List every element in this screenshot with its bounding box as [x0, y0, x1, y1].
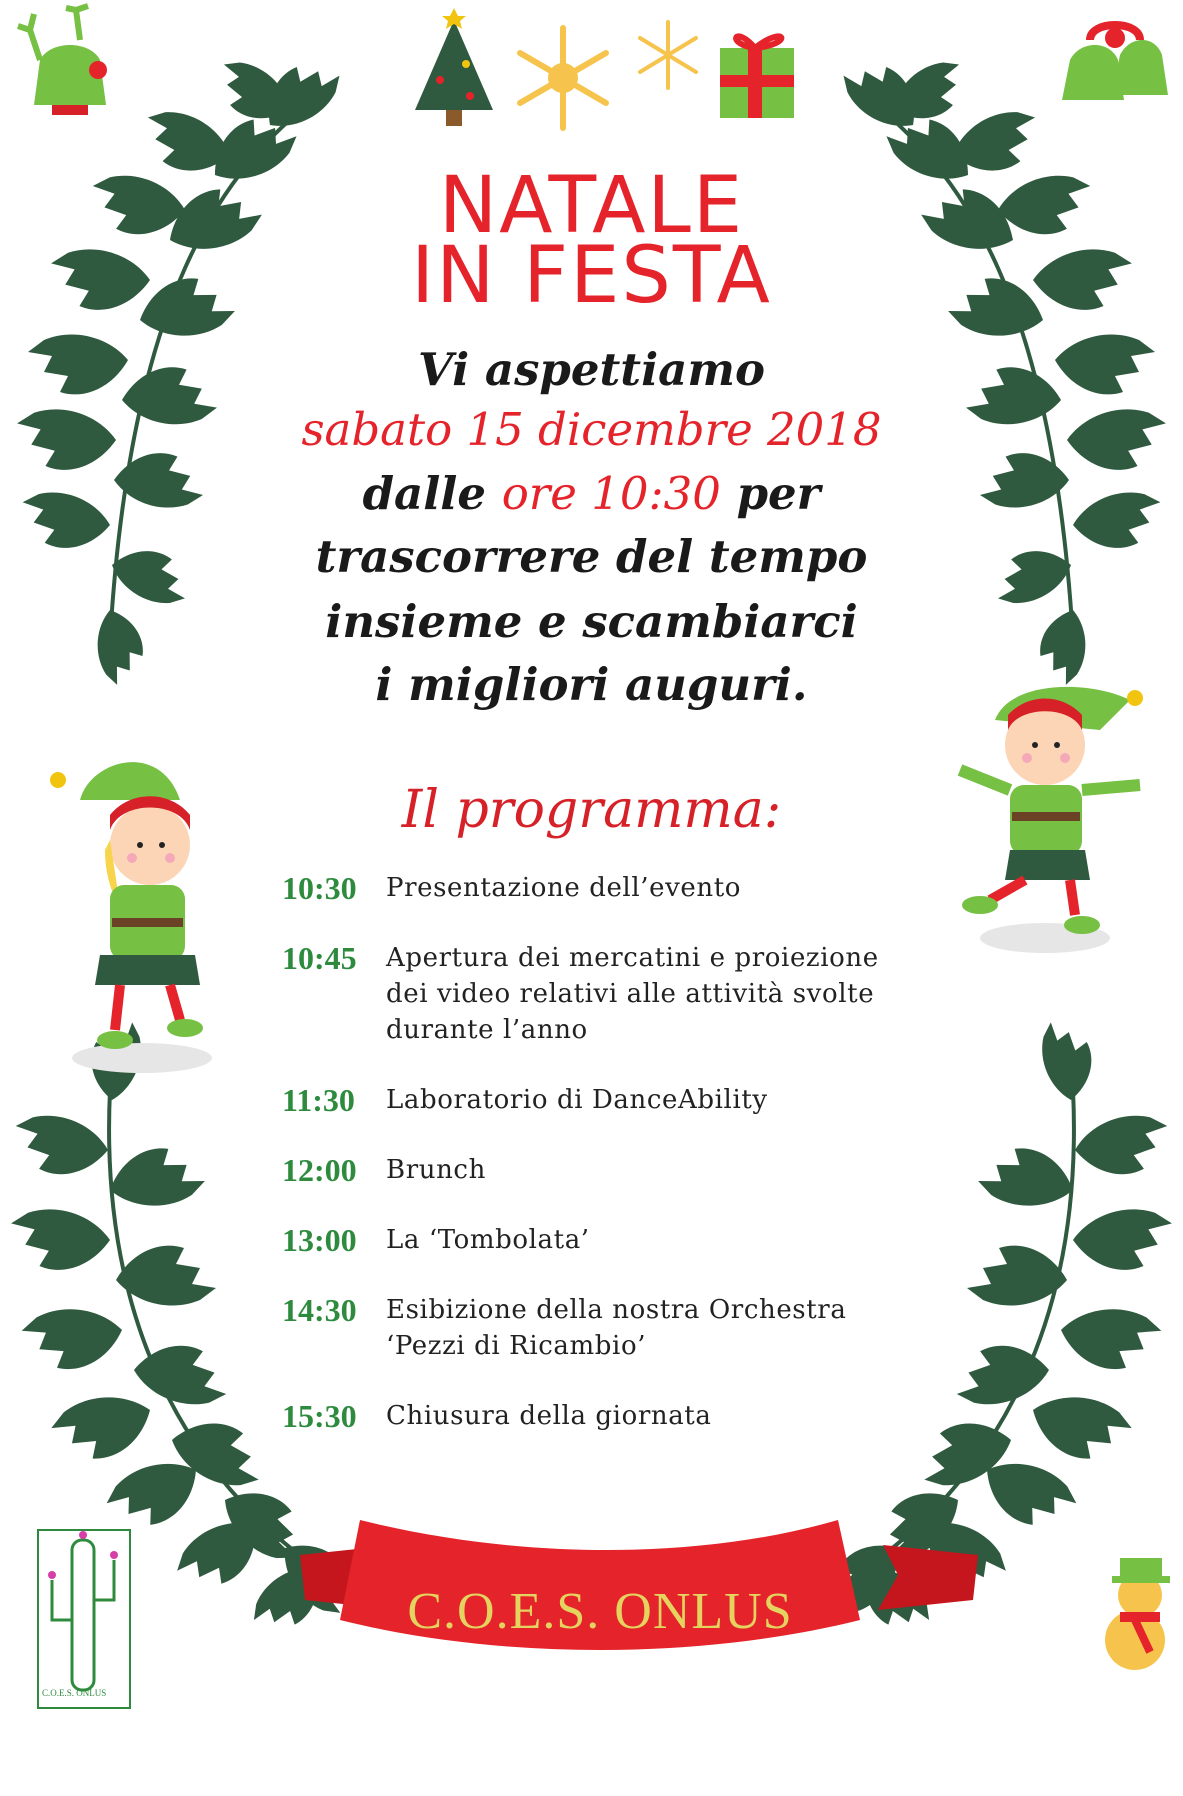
program-time: 10:45	[282, 940, 357, 976]
invite-line6: i migliori auguri.	[375, 658, 808, 711]
program-item	[282, 1292, 982, 1364]
banner-text: C.O.E.S. ONLUS	[407, 1583, 793, 1640]
gift-icon	[720, 36, 794, 118]
invite-date: sabato 15 dicembre 2018	[301, 403, 882, 456]
program-schedule	[282, 870, 982, 1434]
snowman-icon	[1105, 1558, 1170, 1670]
title-line1: NATALE	[438, 161, 745, 251]
program-desc: La ‘Tombolata’	[386, 1225, 590, 1255]
program-time: 11:30	[282, 1082, 355, 1118]
program-time: 10:30	[282, 870, 357, 906]
program-item	[282, 940, 982, 1048]
program-desc: Apertura dei mercatini e proiezione dei video relativi alle attività svolte durante l’anno	[386, 943, 879, 1045]
program-desc: Esibizione della nostra Orchestra ‘Pezzi di Ricambio’	[386, 1295, 847, 1361]
program-time: 15:30	[282, 1398, 357, 1434]
program-title: Il programma:	[401, 780, 782, 840]
program-time: 12:00	[282, 1152, 357, 1188]
invite-line3-post: per	[720, 467, 821, 520]
invite-line1: Vi aspettiamo	[418, 343, 765, 396]
invite-time: ore 10:30	[501, 467, 721, 520]
christmas-tree-icon	[415, 8, 493, 126]
invite-line3	[0, 462, 1183, 525]
program-item	[282, 1222, 982, 1258]
program-item	[282, 1082, 982, 1118]
program-item	[282, 1152, 982, 1188]
reindeer-bell-icon	[18, 6, 107, 115]
snowflake-icon	[640, 22, 696, 88]
cactus-logo-icon	[38, 1530, 130, 1708]
invite-line4: trascorrere del tempo	[315, 530, 868, 583]
program-desc: Chiusura della giornata	[386, 1401, 712, 1431]
invite-line3-pre: dalle	[362, 467, 502, 520]
program-desc: Presentazione dell’evento	[386, 873, 742, 903]
logo-caption: C.O.E.S. ONLUS	[42, 1688, 107, 1698]
program-desc: Brunch	[386, 1155, 486, 1185]
program-item	[282, 1398, 982, 1434]
program-time: 14:30	[282, 1292, 357, 1328]
bells-icon	[1062, 25, 1168, 100]
title-line2: IN FESTA	[411, 231, 772, 321]
invite-line5: insieme e scambiarci	[325, 595, 858, 648]
program-time: 13:00	[282, 1222, 357, 1258]
program-item	[282, 870, 982, 906]
program-desc: Laboratorio di DanceAbility	[386, 1085, 768, 1115]
snowflake-icon	[520, 28, 606, 128]
